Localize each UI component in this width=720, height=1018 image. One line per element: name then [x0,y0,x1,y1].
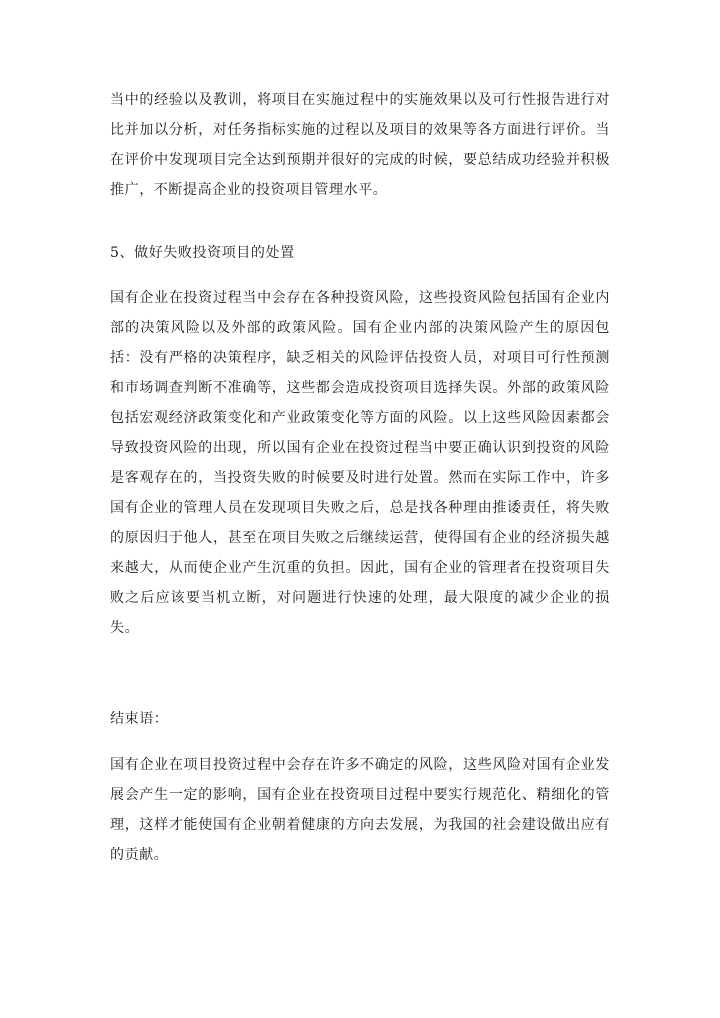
conclusion-heading: 结束语： [110,711,169,727]
paragraph-evaluation: 当中的经验以及教训，将项目在实施过程中的实施效果以及可行性报告进行对比并加以分析，对任务指标实施的过程以及项目的效果等各方面进行评价。当在评价中发现项目完全达到预期并很好的完成的时候，要总结成功经验并积极推广，不断提高企业的投资项目管理水平。 [110,92,610,198]
paragraph-conclusion: 国有企业在项目投资过程中会存在许多不确定的风险，这些风险对国有企业发展会产生一定的影响，国有企业在投资项目过程中要实行规范化、精细化的管理，这样才能使国有企业朝着健康的方向去发展，为我国的社会建设做出应有的贡献。 [110,757,610,863]
paragraph-failed-project-handling: 国有企业在投资过程当中会存在各种投资风险，这些投资风险包括国有企业内部的决策风险以及外部的政策风险。国有企业内部的决策风险产生的原因包括：没有严格的决策程序，缺乏相关的风险评估投资人员，对项目可行性预测和市场调查判断不准确等，这些都会造成投资项目选择失误。外部的政策风险包括宏观经济政策变化和产业政策变化等方面的风险。以上这些风险因素都会导致投资风险的出现，所以国有企业在投资过程当中要正确认识到投资的风险是客观存在的，当投资失败的时候要及时进行处置。然而在实际工作中，许多国有企业的管理人员在发现项目失败之后，总是找各种理由推诿责任，将失败的原因归于他人，甚至在项目失败之后继续运营，使得国有企业的经济损失越来越大，从而使企业产生沉重的负担。因此，国有企业的管理者在投资项目失败之后应该要当机立断，对问题进行快速的处理，最大限度的减少企业的损失。 [110,290,610,636]
section-heading-5: 5、做好失败投资项目的处置 [110,245,295,261]
